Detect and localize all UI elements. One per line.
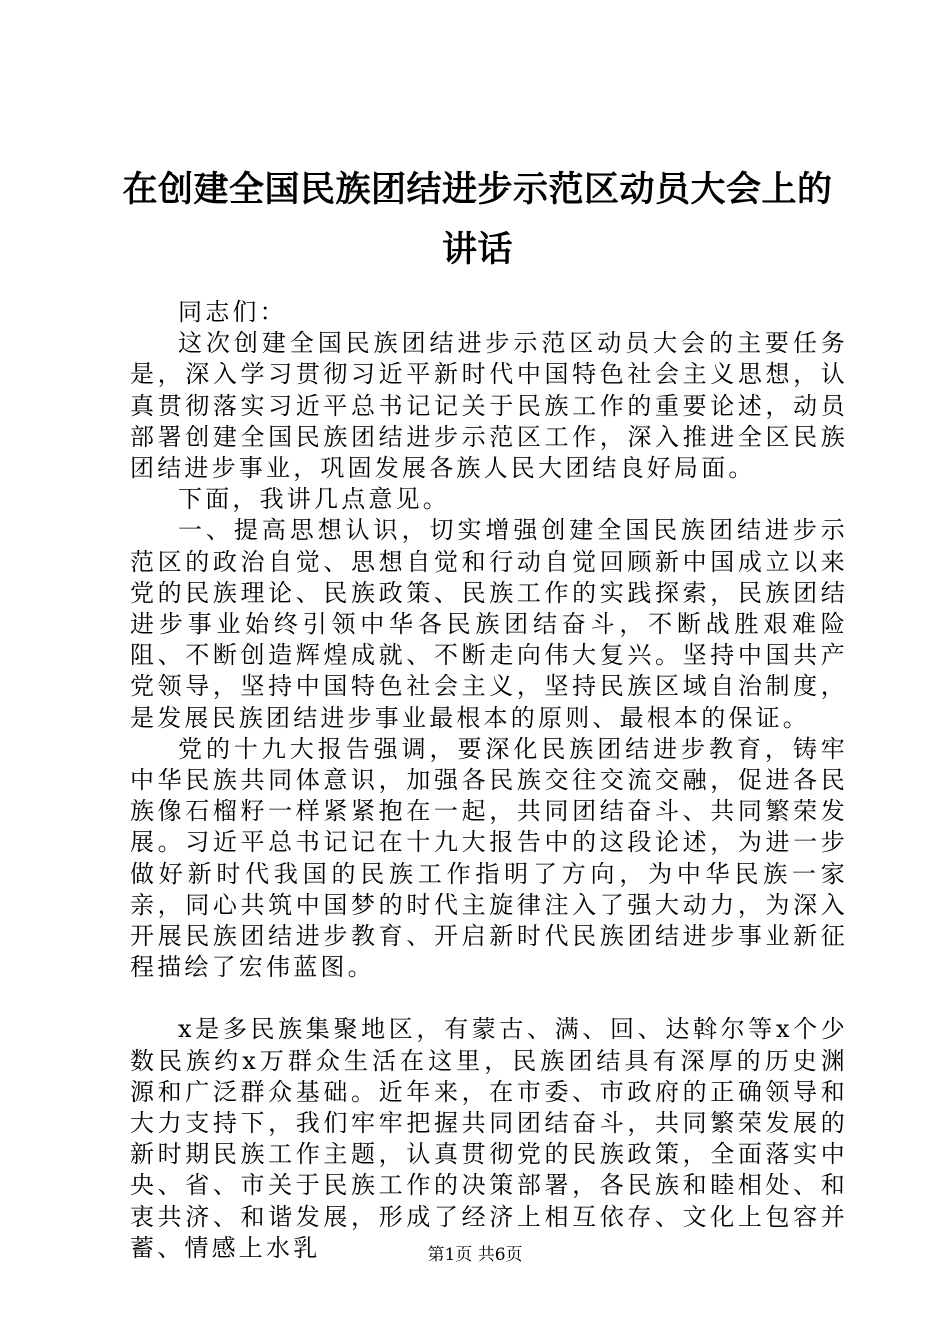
document-body xyxy=(130,297,848,1264)
paragraph: 下面，我讲几点意见。 xyxy=(178,485,450,514)
document-title: 在创建全国民族团结进步示范区动员大会上的讲话 xyxy=(122,170,833,270)
paragraph: x是多民族集聚地区，有蒙古、满、回、达斡尔等x个少数民族约x万群众生活在这里，民族团结具有深厚的历史渊源和广泛群众基础。近年来，在市委、市政府的正确领导和大力支持下，我们牢牢把握共同团结奋斗，共同繁荣发展的新时期民族工作主题，认真贯彻党的民族政策，全面落实中央、省、市关于民族工作的决策部署，各民族和睦相处、和衷共济、和谐发展，形成了经济上相互依存、文化上包容并蓄、情感上水乳 xyxy=(130,1015,848,1262)
paragraph: 这次创建全国民族团结进步示范区动员大会的主要任务是，深入学习贯彻习近平新时代中国特色社会主义思想，认真贯彻落实习近平总书记记关于民族工作的重要论述，动员部署创建全国民族团结进步示范区工作，深入推进全区民族团结进步事业，巩固发展各族人民大团结良好局面。 xyxy=(130,329,848,483)
paragraph: 党的十九大报告强调，要深化民族团结进步教育，铸牢中华民族共同体意识，加强各民族交往交流交融，促进各民族像石榴籽一样紧紧抱在一起，共同团结奋斗、共同繁荣发展。习近平总书记记在十九大报告中的这段论述，为进一步做好新时代我国的民族工作指明了方向，为中华民族一家亲，同心共筑中国梦的时代主旋律注入了强大动力，为深入开展民族团结进步教育、开启新时代民族团结进步事业新征程描绘了宏伟蓝图。 xyxy=(130,734,848,982)
page-number: 第1页 共6页 xyxy=(427,1245,523,1265)
paragraph: 一、提高思想认识，切实增强创建全国民族团结进步示范区的政治自觉、思想自觉和行动自觉回顾新中国成立以来党的民族理论、民族政策、民族工作的实践探索，民族团结进步事业始终引领中华各民族团结奋斗，不断战胜艰难险阻、不断创造辉煌成就、不断走向伟大复兴。坚持中国共产党领导，坚持中国特色社会主义，坚持民族区域自治制度，是发展民族团结进步事业最根本的原则、最根本的保证。 xyxy=(130,516,848,732)
salutation: 同志们： xyxy=(178,298,287,326)
